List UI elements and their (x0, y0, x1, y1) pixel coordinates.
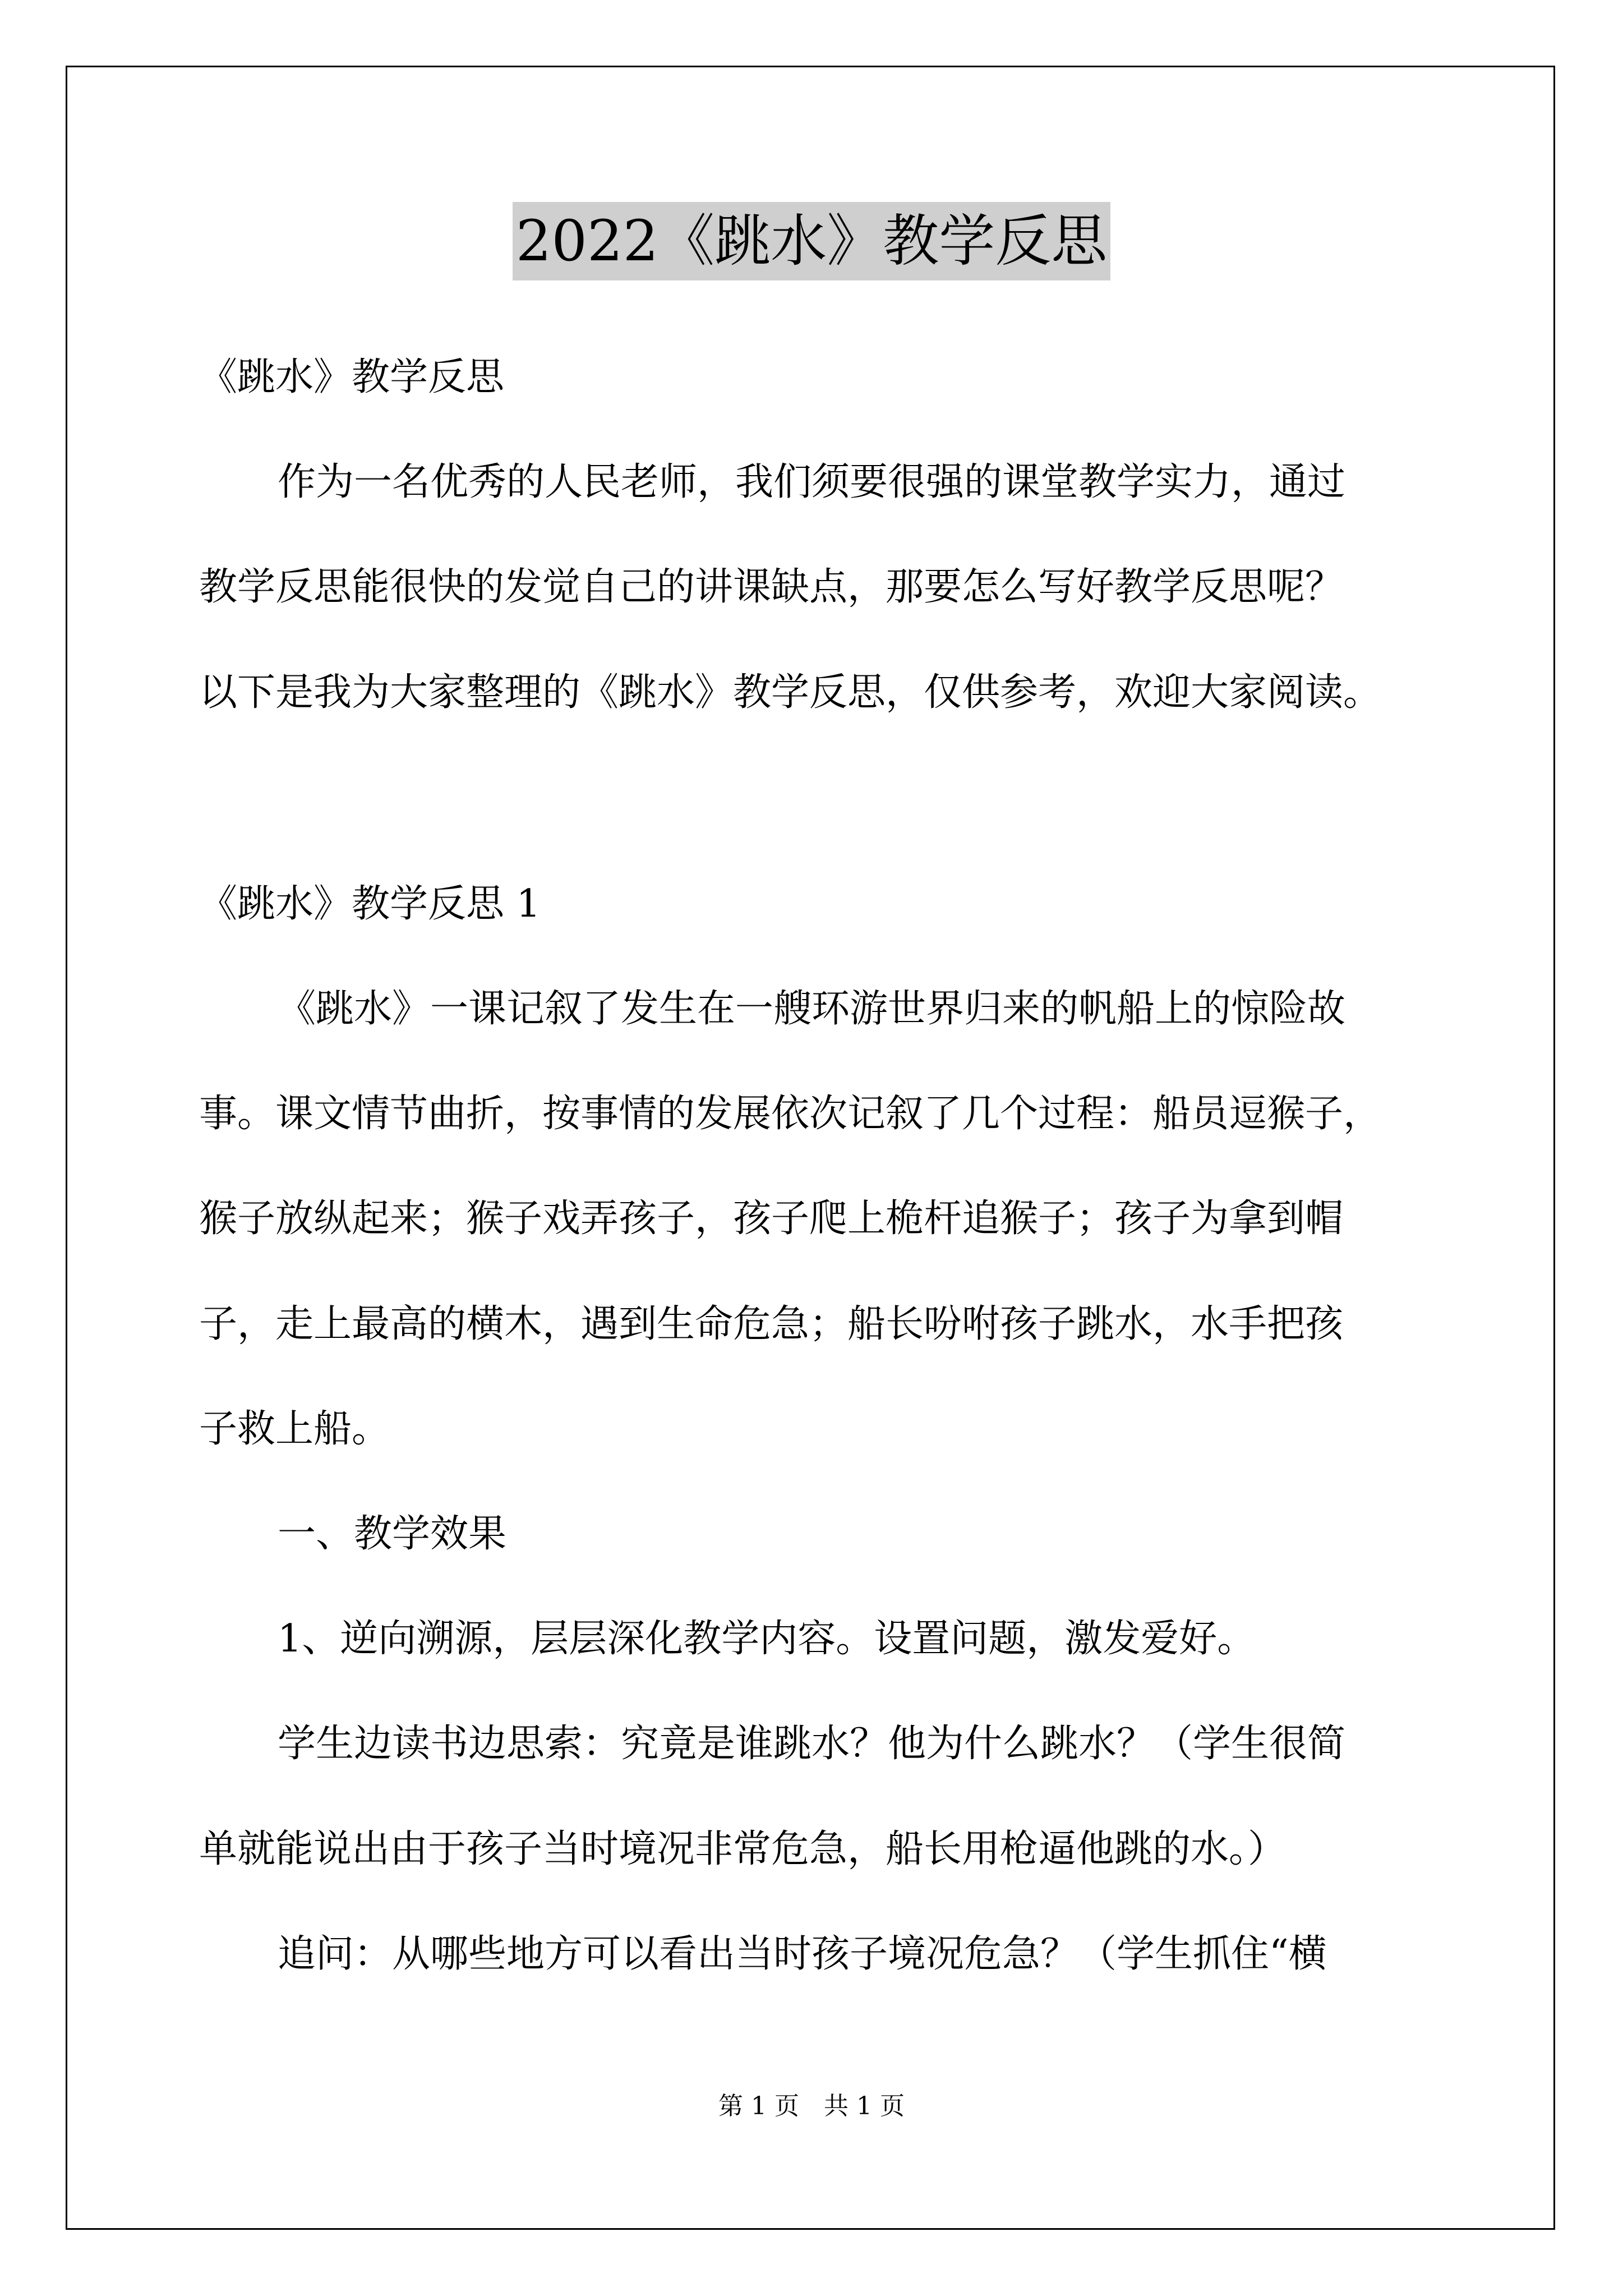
intro-line-1: 作为一名优秀的人民老师，我们须要很强的课堂教学实力，通过 (278, 460, 1346, 504)
intro-line-3: 以下是我为大家整理的《跳水》教学反思，仅供参考，欢迎大家阅读。 (199, 670, 1382, 715)
section-line-5: 子救上船。 (199, 1407, 390, 1451)
subtitle: 《跳水》教学反思 (199, 355, 505, 399)
subheading-effect: 一、教学效果 (278, 1512, 507, 1556)
section-line-1: 《跳水》一课记叙了发生在一艘环游世界归来的帆船上的惊险故 (278, 987, 1346, 1031)
section-heading: 《跳水》教学反思 1 (199, 882, 541, 926)
point-1: 1、逆向溯源，层层深化教学内容。设置问题，激发爱好。 (278, 1617, 1256, 1661)
section-line-4: 子，走上最高的横木，遇到生命危急；船长吩咐孩子跳水，水手把孩 (199, 1302, 1344, 1346)
student-para-line-1: 学生边读书边思索：究竟是谁跳水？他为什么跳水？（学生很简 (278, 1722, 1346, 1766)
document-title: 2022《跳水》教学反思 (513, 202, 1111, 280)
student-para-line-2: 单就能说出由于孩子当时境况非常危急，船长用枪逼他跳的水。） (199, 1827, 1287, 1871)
page-footer: 第 1 页 共 1 页 (718, 2092, 905, 2120)
section-line-2: 事。课文情节曲折，按事情的发展依次记叙了几个过程：船员逗猴子， (199, 1092, 1382, 1136)
intro-line-2: 教学反思能很快的发觉自己的讲课缺点，那要怎么写好教学反思呢？ (199, 565, 1344, 609)
title-container (0, 202, 1623, 280)
followup-line: 追问：从哪些地方可以看出当时孩子境况危急？（学生抓住“横 (278, 1932, 1327, 1976)
section-line-3: 猴子放纵起来；猴子戏弄孩子，孩子爬上桅杆追猴子；孩子为拿到帽 (199, 1197, 1344, 1241)
